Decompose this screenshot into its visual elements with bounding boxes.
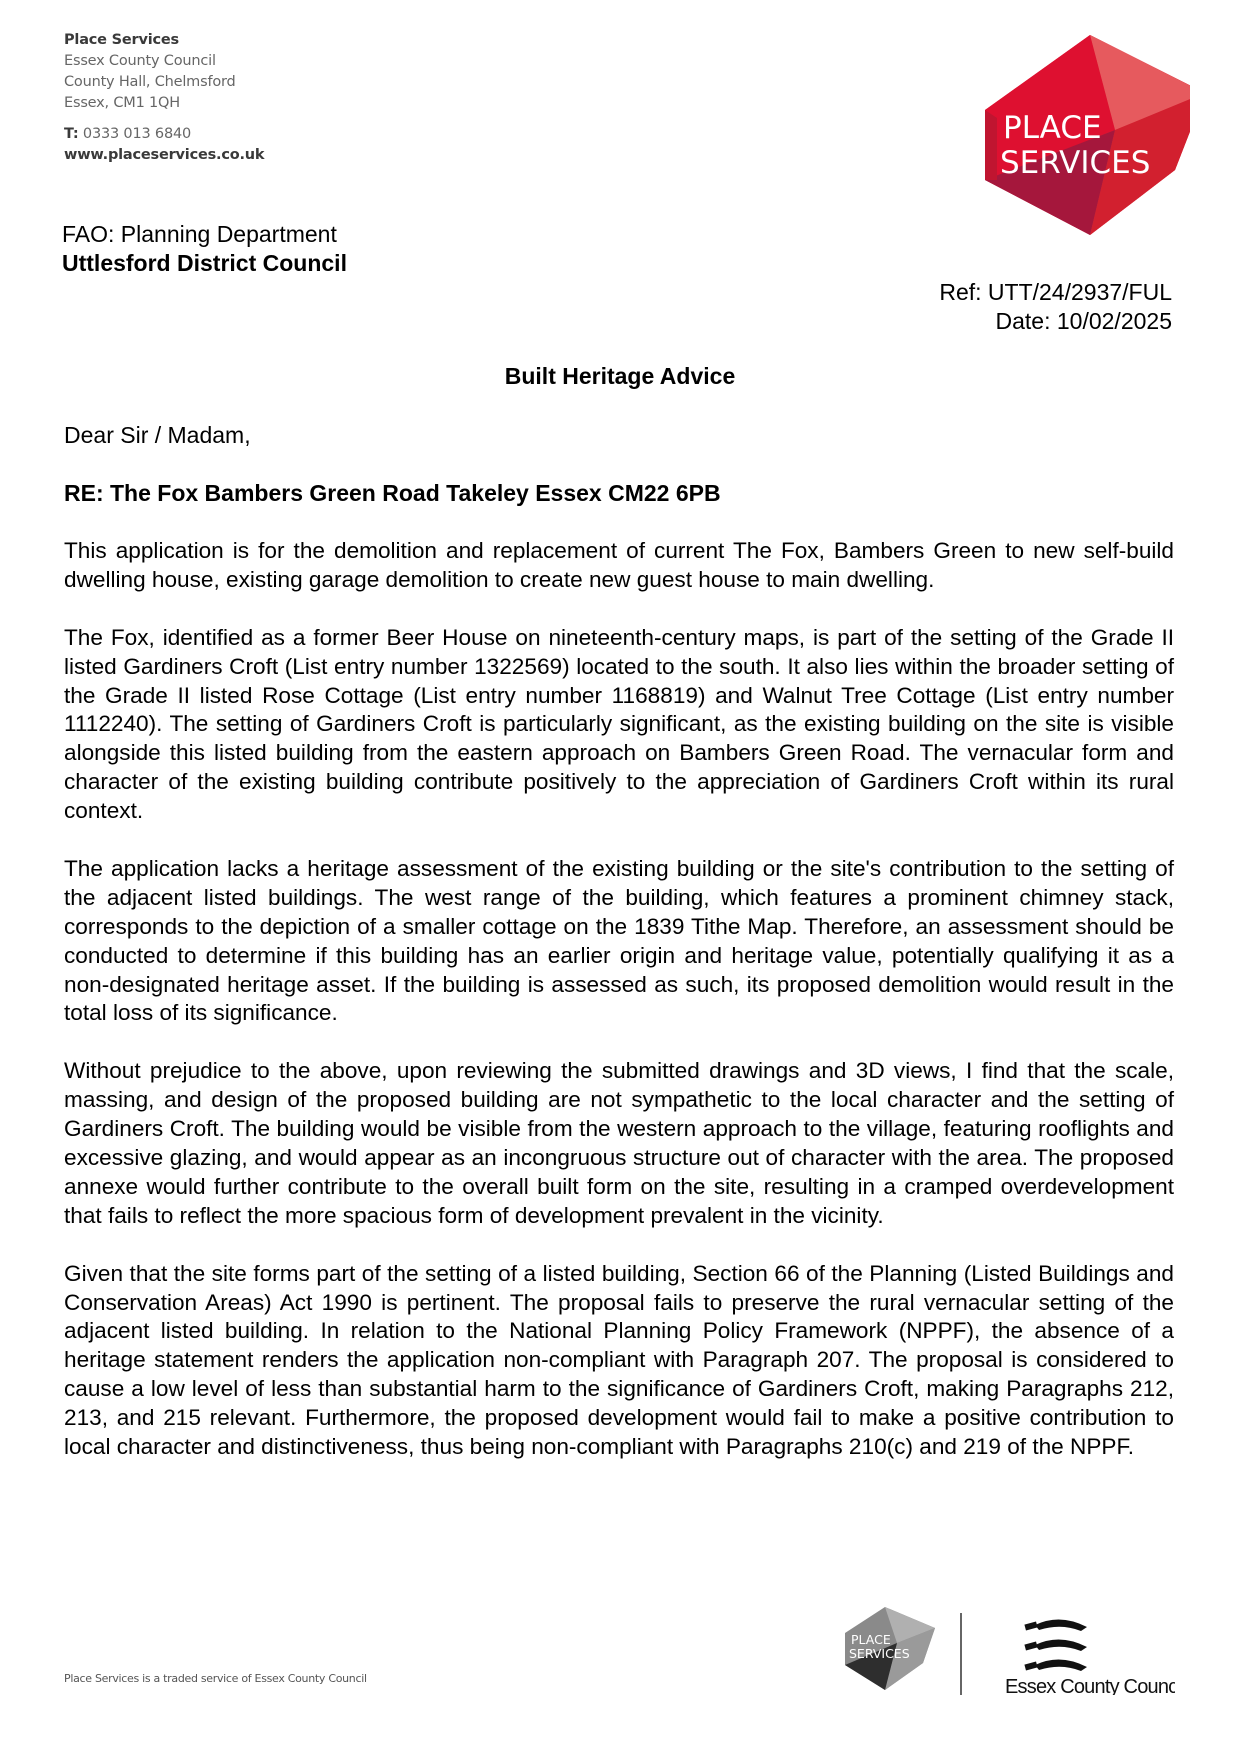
sender-name: Place Services [64,32,179,48]
essex-seaxes-icon [1024,1619,1087,1671]
sender-address-line-2: Essex, CM1 1QH [64,95,180,111]
reference-block [939,278,1172,336]
body-paragraph: This application is for the demolition and replacement of current The Fox, Bambers Green to new self-build dwelling house, existing garage demolition to create new guest house to main dwelling. [64,538,1174,592]
letter-body [64,537,1174,1491]
sender-address-line-1: County Hall, Chelmsford [64,74,236,90]
salutation: Dear Sir / Madam, [64,422,251,448]
body-paragraph: Without prejudice to the above, upon reviewing the submitted drawings and 3D views, I find that the scale, massing, and design of the proposed building are not sympathetic to the local character and the setting of Gardiners Croft. The building would be visible from the western approach to the village, featuring rooflights and excessive glazing, and would appear as an incongruous structure out of character with the area. The proposed annexe would further contribute to the overall built form on the site, resulting in a cramped overdevelopment that fails to reflect the more spacious form of development prevalent in the vicinity. [64,1058,1174,1228]
body-paragraph: The Fox, identified as a former Beer House on nineteenth-century maps, is part of the setting of the Grade II listed Gardiners Croft (List entry number 1322569) located to the south. It also lies within the broader setting of the Grade II listed Rose Cottage (List entry number 1168819) and Walnut Tree Cottage (List entry number 1112240). The setting of Gardiners Croft is particularly significant, as the existing building on the site is visible alongside this listed building from the eastern approach on Bambers Green Road. The vernacular form and character of the existing building contribute positively to the appreciation of Gardiners Croft within its rural context. [64,624,1174,824]
subject-line: RE: The Fox Bambers Green Road Takeley Essex CM22 6PB [64,480,721,506]
essex-county-council-label: Essex County Council [1005,1676,1175,1695]
sender-telephone [64,124,264,145]
logo-text-line-1: PLACE [1003,110,1102,146]
body-paragraph: The application lacks a heritage assessment of the existing building or the site's contribution to the setting of the adjacent listed buildings. The west range of the building, which features a prominent chimney stack, corresponds to the depiction of a smaller cottage on the 1839 Tithe Map. Therefore, an assessment should be conducted to determine if this building has an earlier origin and heritage value, potentially qualifying it as a non-designated heritage asset. If the building is assessed as such, its proposed demolition would result in the total loss of its significance. [64,855,1174,1026]
tel-label: T: [64,126,79,142]
addressee-council: Uttlesford District Council [62,250,347,276]
footer-logo-text-line-2: SERVICES [849,1646,910,1661]
footer-logos [845,1595,1175,1695]
reference-number: Ref: UTT/24/2937/FUL [939,279,1172,305]
letter-date: Date: 10/02/2025 [995,308,1172,334]
fao-line: FAO: Planning Department [62,221,337,247]
place-services-logo-icon [975,30,1190,240]
footer-logo-text-line-1: PLACE [851,1632,891,1647]
place-services-logo [975,30,1190,240]
letter-title: Built Heritage Advice [504,363,736,389]
place-services-grey-logo-icon [845,1607,935,1690]
sender-website: www.placeservices.co.uk [64,147,265,163]
tel-number: 0333 013 6840 [82,126,192,142]
footer-note: Place Services is a traded service of Essex County Council [64,1672,367,1685]
body-paragraph: Given that the site forms part of the setting of a listed building, Section 66 of the Planning (Listed Buildings and Conservation Areas) Act 1990 is pertinent. The proposal fails to preserve the rural vernacular setting of the adjacent listed building. In relation to the National Planning Policy Framework (NPPF), the absence of a heritage statement renders the application non-compliant with Paragraph 207. The proposal is considered to cause a low level of less than substantial harm to the significance of Gardiners Croft, making Paragraphs 212, 213, and 215 relevant. Furthermore, the proposed development would fail to make a positive contribution to local character and distinctiveness, thus being non-compliant with Paragraphs 210(c) and 219 of the NPPF. [64,1260,1174,1460]
logo-text-line-2: SERVICES [1000,145,1151,181]
sender-address-block [64,30,264,166]
sender-org: Essex County Council [64,53,216,69]
addressee-block [62,220,347,278]
